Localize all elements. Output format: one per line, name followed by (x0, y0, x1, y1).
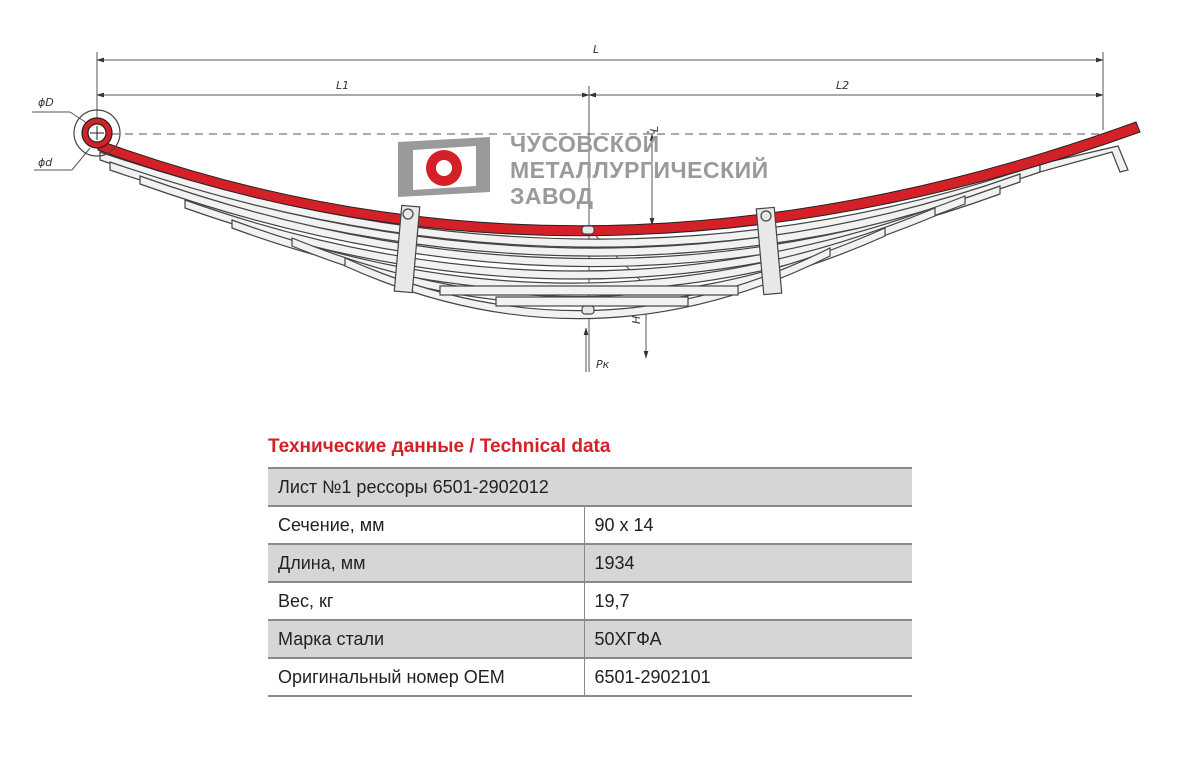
dim-label-height-free: L (648, 125, 661, 132)
table-row (268, 506, 912, 544)
row-label-weight: Вес, кг (268, 582, 584, 620)
dim-label-l: L (593, 43, 600, 56)
table-row (268, 544, 912, 582)
logo-line-2: МЕТАЛЛУРГИЧЕСКИЙ (510, 157, 769, 183)
row-value-length: 1934 (584, 544, 912, 582)
row-label-length: Длина, мм (268, 544, 584, 582)
row-value-weight: 19,7 (584, 582, 912, 620)
row-value-section: 90 x 14 (584, 506, 912, 544)
dim-label-inner-diameter: ϕd (38, 156, 53, 169)
row-label-steel-grade: Марка стали (268, 620, 584, 658)
row-label-section: Сечение, мм (268, 506, 584, 544)
dim-label-outer-diameter: ϕD (38, 96, 54, 109)
dim-label-load: Pк (596, 358, 610, 371)
table-row (268, 582, 912, 620)
tech-data-title: Технические данные / Technical data (268, 436, 611, 457)
table-row (268, 658, 912, 696)
dim-label-l2: L2 (836, 79, 850, 92)
dim-label-height-loaded: H (630, 315, 643, 324)
dim-label-l1: L1 (336, 79, 350, 92)
table-header: Лист №1 рессоры 6501-2902012 (268, 468, 912, 506)
tech-data-table (268, 467, 912, 697)
row-value-steel-grade: 50ХГФА (584, 620, 912, 658)
table-row (268, 620, 912, 658)
logo-line-1: ЧУСОВСКОЙ (510, 131, 660, 157)
company-logo (398, 130, 769, 209)
table-header-row (268, 468, 912, 506)
row-value-oem-number: 6501-2902101 (584, 658, 912, 696)
logo-line-3: ЗАВОД (510, 183, 594, 209)
row-label-oem-number: Оригинальный номер OEM (268, 658, 584, 696)
